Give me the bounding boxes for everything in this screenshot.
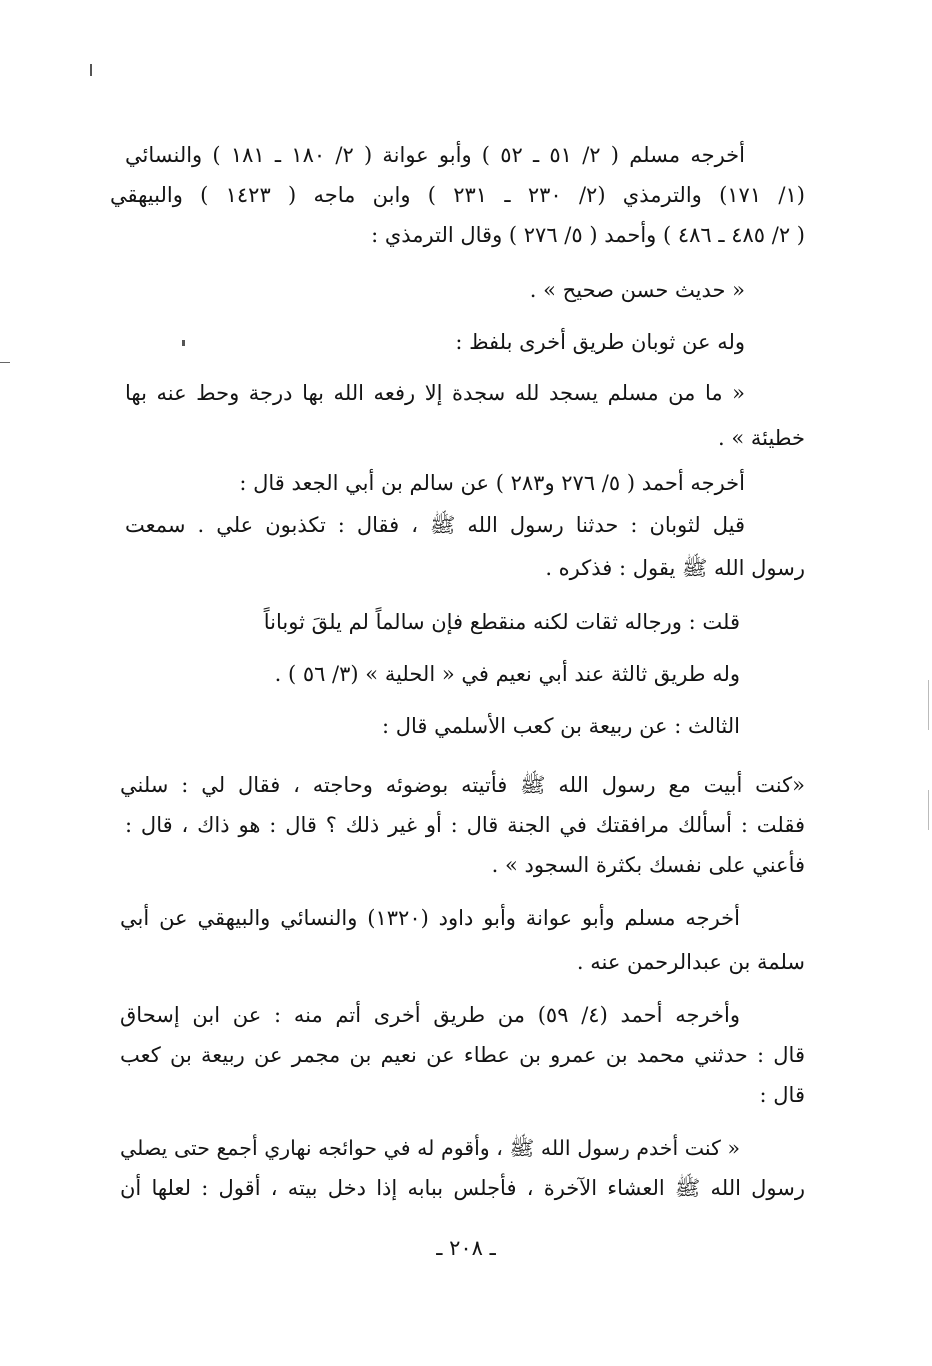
text-line: وله عن ثوبان طريق أخرى بلفظ : bbox=[455, 330, 745, 354]
scan-edge-mark bbox=[928, 790, 929, 830]
text-line: الثالث : عن ربيعة بن كعب الأسلمي قال : bbox=[381, 714, 740, 738]
scan-edge-mark bbox=[0, 362, 10, 363]
text-line: قال : bbox=[759, 1083, 805, 1107]
text-line: أخرجه مسلم ( ٢/ ٥١ ـ ٥٢ ) وأبو عوانة ( ٢/ ١٨٠ ـ ١٨١ ) والنسائي bbox=[125, 143, 745, 167]
text-line: « ما من مسلم يسجد لله سجدة إلا رفعه الله بها درجة وحط عنه بها bbox=[125, 381, 745, 405]
text-line: سلمة بن عبدالرحمن عنه . bbox=[576, 950, 805, 974]
text-line: « حديث حسن صحيح » . bbox=[529, 278, 745, 302]
text-line: أخرجه أحمد ( ٥/ ٢٧٦ و٢٨٣ ) عن سالم بن أبي الجعد قال : bbox=[239, 471, 745, 495]
text-line: قال : حدثني محمد بن عمرو بن عطاء عن نعيم بن مجمر عن ربيعة بن كعب bbox=[120, 1043, 805, 1067]
text-line: وله طريق ثالثة عند أبي نعيم في « الحلية » (٣/ ٥٦ ) . bbox=[274, 662, 740, 686]
text-line: فأعني على نفسك بكثرة السجود » . bbox=[491, 853, 805, 877]
text-line: « كنت أخدم رسول الله ﷺ ، وأقوم له في حوائجه نهاري أجمع حتى يصلي bbox=[120, 1136, 740, 1160]
text-line: قلت : ورجاله ثقات لكنه منقطع فإن سالماً لم يلقَ ثوباناً bbox=[263, 610, 740, 634]
text-line: قيل لثوبان : حدثنا رسول الله ﷺ ، فقال : تكذبون علي . سمعت bbox=[125, 513, 745, 537]
text-line: أخرجه مسلم وأبو عوانة وأبو داود (١٣٢٠) والنسائي والبيهقي عن أبي bbox=[120, 906, 740, 930]
text-line: خطيئة » . bbox=[717, 426, 805, 450]
text-line: فقلت : أسألك مرافقتك في الجنة قال : أو غير ذلك ؟ قال : هو ذاك ، قال : bbox=[125, 813, 805, 837]
text-line: رسول الله ﷺ يقول : فذكره . bbox=[545, 556, 805, 580]
text-line: (١/ ١٧١) والترمذي (٢/ ٢٣٠ ـ ٢٣١ ) وابن ماجه ( ١٤٢٣ ) والبيهقي bbox=[110, 183, 805, 207]
page-number: ـ ٢٠٨ ـ bbox=[436, 1236, 496, 1260]
text-line: «كنت أبيت مع رسول الله ﷺ فأتيته بوضوئه وحاجته ، فقال لي : سلني bbox=[120, 773, 805, 797]
scan-speck bbox=[90, 64, 92, 76]
scan-edge-mark bbox=[928, 680, 929, 730]
text-line: وأخرجه أحمد (٤/ ٥٩) من طريق أخرى أتم منه : عن ابن إسحاق bbox=[120, 1003, 740, 1027]
text-line: رسول الله ﷺ العشاء الآخرة ، فأجلس ببابه إذا دخل بيته ، أقول : لعلها أن bbox=[120, 1176, 805, 1200]
text-line: ( ٢/ ٤٨٥ ـ ٤٨٦ ) وأحمد ( ٥/ ٢٧٦ ) وقال الترمذي : bbox=[371, 223, 805, 247]
